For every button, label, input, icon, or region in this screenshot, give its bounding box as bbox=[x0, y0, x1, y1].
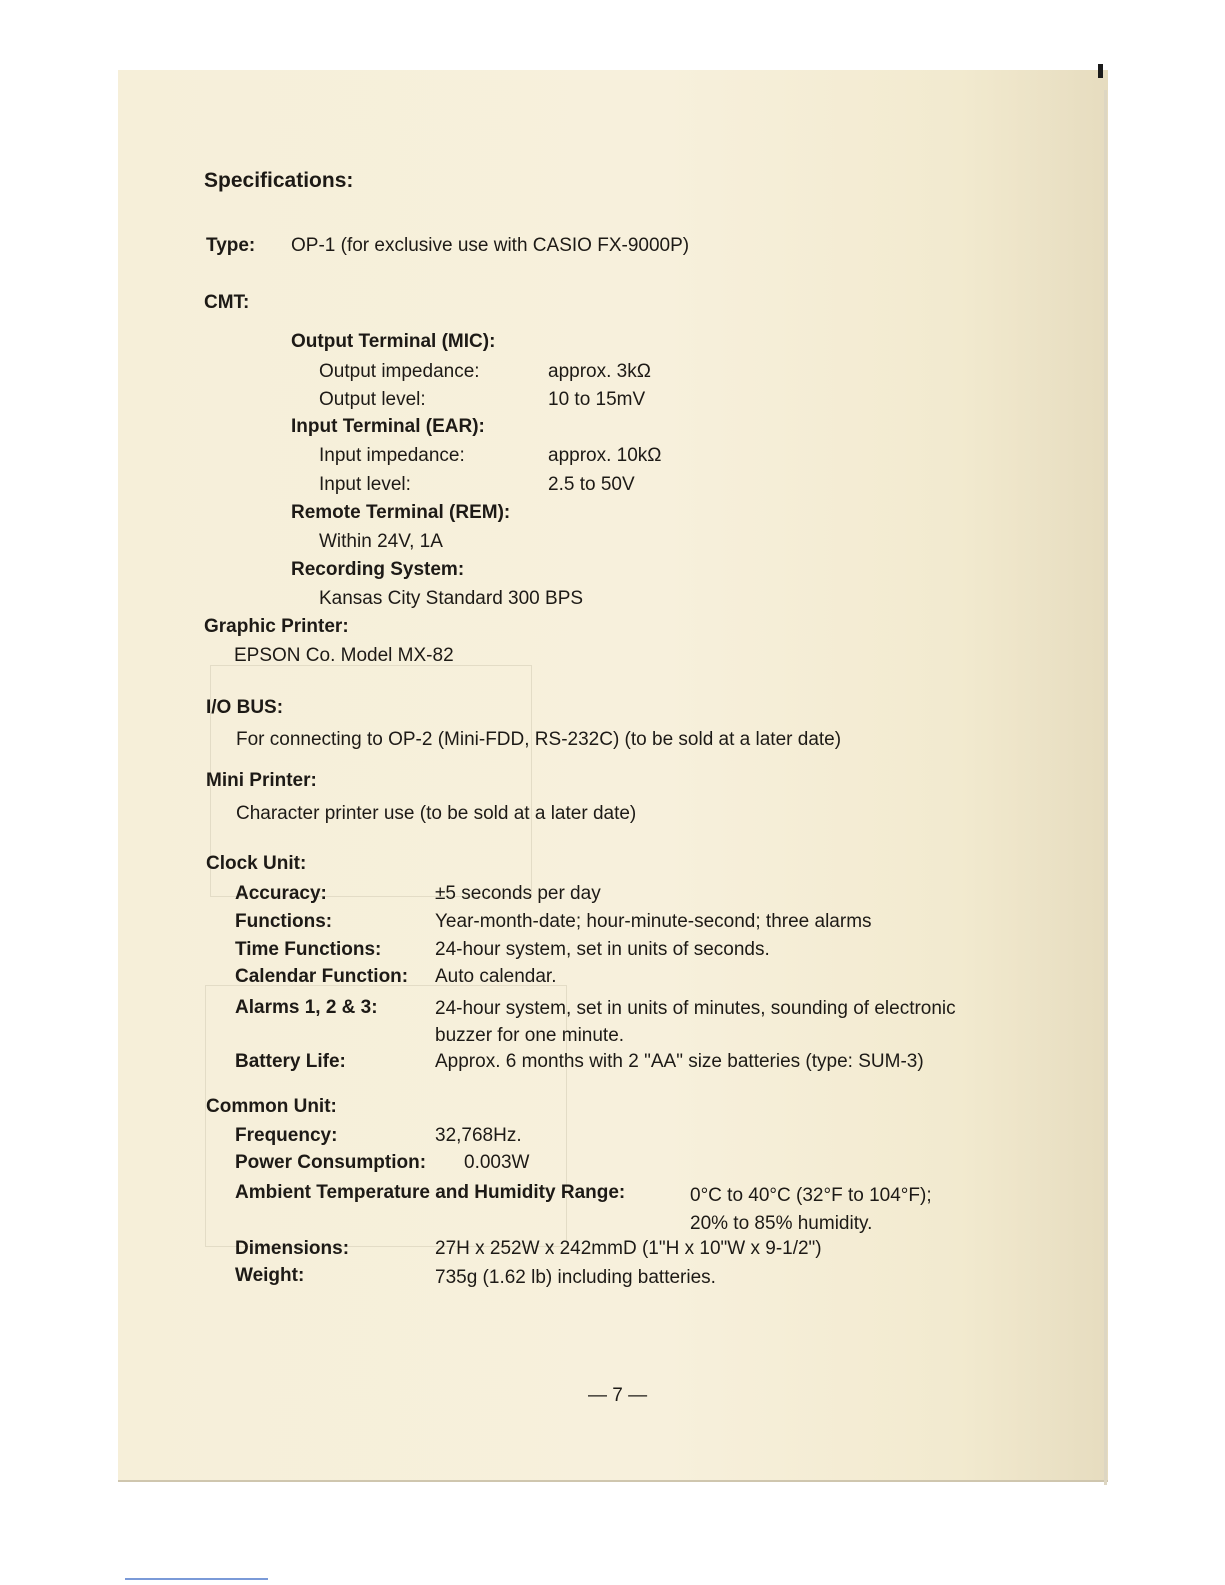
output-level-value: 10 to 15mV bbox=[548, 389, 646, 410]
graphic-printer-value: EPSON Co. Model MX-82 bbox=[234, 645, 454, 666]
ambient-value-line2: 20% to 85% humidity. bbox=[690, 1213, 873, 1234]
io-bus-value: For connecting to OP-2 (Mini-FDD, RS-232C) (to be sold at a later date) bbox=[236, 729, 842, 750]
mini-printer-value: Character printer use (to be sold at a later date) bbox=[236, 803, 637, 824]
alarms-label: Alarms 1, 2 & 3: bbox=[235, 997, 378, 1018]
scan-edge-mark bbox=[1098, 64, 1103, 78]
graphic-printer-label: Graphic Printer: bbox=[204, 616, 349, 637]
mini-printer-label: Mini Printer: bbox=[206, 770, 317, 791]
frequency-value: 32,768Hz. bbox=[435, 1125, 522, 1146]
remote-terminal-value: Within 24V, 1A bbox=[319, 531, 443, 552]
alarms-value-line1: 24-hour system, set in units of minutes, sounding of electronic bbox=[435, 998, 956, 1019]
calendar-function-value: Auto calendar. bbox=[435, 966, 557, 987]
frequency-label: Frequency: bbox=[235, 1125, 338, 1146]
page-number: — 7 — bbox=[588, 1385, 648, 1406]
page-edge bbox=[1104, 90, 1107, 1485]
time-functions-value: 24-hour system, set in units of seconds. bbox=[435, 939, 770, 960]
functions-label: Functions: bbox=[235, 911, 333, 932]
io-bus-label: I/O BUS: bbox=[206, 697, 284, 718]
input-level-label: Input level: bbox=[319, 474, 411, 495]
type-label: Type: bbox=[206, 235, 256, 256]
time-functions-label: Time Functions: bbox=[235, 939, 382, 960]
battery-life-value: Approx. 6 months with 2 "AA" size batteries (type: SUM-3) bbox=[435, 1051, 924, 1072]
type-value: OP-1 (for exclusive use with CASIO FX-9000P) bbox=[291, 235, 690, 256]
ambient-label: Ambient Temperature and Humidity Range: bbox=[235, 1182, 626, 1203]
accuracy-label: Accuracy: bbox=[235, 883, 327, 904]
cmt-label: CMT: bbox=[204, 292, 250, 313]
input-impedance-value: approx. 10kΩ bbox=[548, 445, 662, 466]
input-terminal-heading: Input Terminal (EAR): bbox=[291, 416, 485, 437]
battery-life-label: Battery Life: bbox=[235, 1051, 346, 1072]
remote-terminal-heading: Remote Terminal (REM): bbox=[291, 502, 511, 523]
input-impedance-label: Input impedance: bbox=[319, 445, 465, 466]
functions-value: Year-month-date; hour-minute-second; three alarms bbox=[435, 911, 872, 932]
viewer-link-bar bbox=[125, 1578, 268, 1580]
page-title: Specifications: bbox=[204, 169, 354, 192]
output-impedance-value: approx. 3kΩ bbox=[548, 361, 651, 382]
ambient-value-line1: 0°C to 40°C (32°F to 104°F); bbox=[690, 1185, 932, 1206]
output-impedance-label: Output impedance: bbox=[319, 361, 480, 382]
accuracy-value: ±5 seconds per day bbox=[435, 883, 601, 904]
weight-value: 735g (1.62 lb) including batteries. bbox=[435, 1267, 716, 1288]
common-unit-label: Common Unit: bbox=[206, 1096, 337, 1117]
output-level-label: Output level: bbox=[319, 389, 426, 410]
recording-system-value: Kansas City Standard 300 BPS bbox=[319, 588, 584, 609]
alarms-value-line2: buzzer for one minute. bbox=[435, 1025, 625, 1046]
weight-label: Weight: bbox=[235, 1265, 305, 1286]
output-terminal-heading: Output Terminal (MIC): bbox=[291, 331, 496, 352]
power-consumption-label: Power Consumption: bbox=[235, 1152, 427, 1173]
dimensions-label: Dimensions: bbox=[235, 1238, 350, 1259]
input-level-value: 2.5 to 50V bbox=[548, 474, 635, 495]
dimensions-value: 27H x 252W x 242mmD (1"H x 10"W x 9-1/2") bbox=[435, 1238, 822, 1259]
power-consumption-value: 0.003W bbox=[464, 1152, 530, 1173]
calendar-function-label: Calendar Function: bbox=[235, 966, 409, 987]
clock-unit-label: Clock Unit: bbox=[206, 853, 307, 874]
recording-system-heading: Recording System: bbox=[291, 559, 465, 580]
